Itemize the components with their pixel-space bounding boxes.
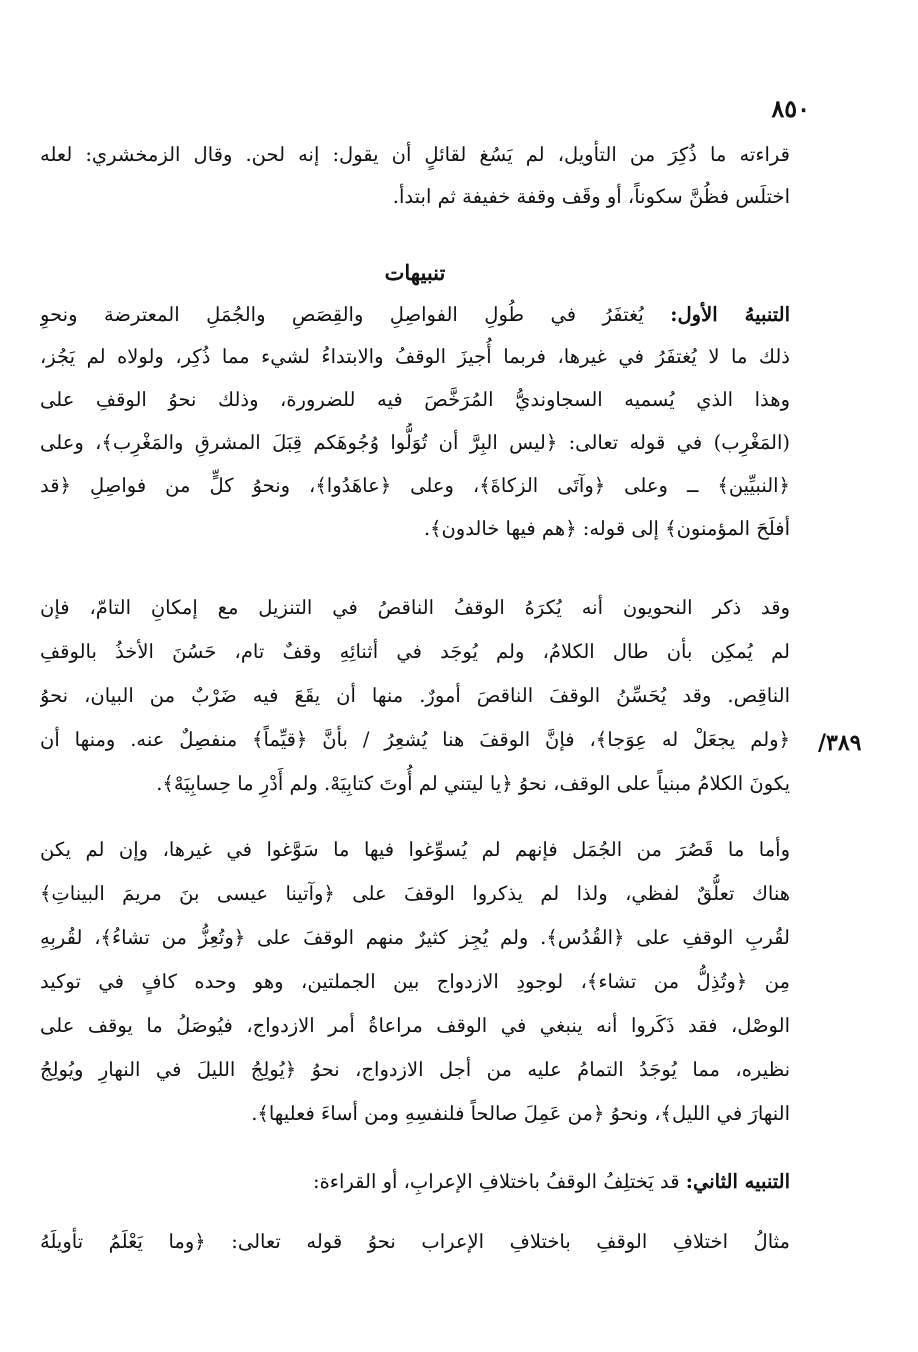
text-line — [40, 295, 790, 335]
text-line — [40, 1162, 790, 1202]
text-line: مِن ﴿وتُذِلُّ من تشاء﴾، لوجودِ الازدواج بين الجملتين، وهو وحده كافٍ في توكيد — [40, 970, 790, 993]
note-lead: التنبيه الثاني: — [685, 1170, 790, 1193]
text-line: النهارَ في الليل﴾، ونحوُ ﴿من عَمِلَ صالحاً فلنفسِهِ ومن أساءَ فعليها﴾. — [251, 1102, 790, 1125]
text-line: نظيره، مما يُوجَدُ التمامُ عليه من أجل الازدواج، نحوُ ﴿يُولِجُ الليلَ في النهارِ ويُولِجُ — [40, 1058, 790, 1081]
text-line: وأما ما قَصُرَ من الجُمَل فإنهم لم يُسوِّغوا فيها ما سَوَّغوا في غيرها، وإن لم يكن — [40, 838, 790, 861]
note-lead: التنبيهُ الأول: — [670, 303, 790, 326]
paragraph-6 — [40, 1222, 790, 1266]
text-line: (المَغْرِب) في قوله تعالى: ﴿ليس البِرَّ أن تُوَلُّوا وُجُوهَكم قِبَلَ المشرقِ والمَغْرِب﴾، وعلى — [40, 431, 790, 454]
paragraph-5 — [40, 1162, 790, 1206]
text-run: يُغتفَرُ في طُولِ الفواصِلِ والقِصَصِ والجُمَلِ المعترضة ونحوِ — [40, 303, 671, 326]
paragraph-1 — [40, 135, 790, 225]
text-line: قراءته ما ذُكِرَ من التأويل، لم يَسُغ لقائلٍ أن يقول: إنه لحن. وقال الزمخشري: لعله — [40, 143, 790, 166]
text-line: مثالُ اختلافِ الوقفِ باختلافِ الإعراب نحوُ قوله تعالى: ﴿وما يَعْلَمُ تأويلَهُ — [40, 1230, 790, 1253]
text-line: الناقِص. وقد يُحَسِّنُ الوقفَ الناقصَ أمورٌ. منها أن يقَعَ فيه ضَرْبٌ من البيان، نحوُ — [40, 684, 790, 707]
text-line: ﴿ولم يجعَلْ له عِوَجا﴾، فإنَّ الوقفَ هنا يُشعِرُ / بأنَّ ﴿قيِّماً﴾ منفصِلٌ عنه. ومنها أن — [40, 728, 790, 751]
paragraph-2 — [40, 295, 790, 575]
text-line: يكونَ الكلامُ مبنياً على الوقف، نحوُ ﴿يا ليتني لم أُوتَ كتابِيَهْ. ولم أَدْرِ ما حِسابِيَهْ﴾. — [156, 772, 790, 795]
text-line: هناك تعلُّقٌ لفظي، ولذا لم يذكروا الوقفَ على ﴿وآتينا عيسى بنَ مريمَ البيناتِ﴾ — [40, 882, 790, 905]
text-line: ذلك ما لا يُغتفَرُ في غيرها، فربما أُجيزَ الوقفُ والابتداءُ لشيء مما ذُكِر، ولولاه لم يَجُز، — [40, 345, 790, 368]
text-line: وقد ذكر النحويون أنه يُكرَهُ الوقفُ الناقصُ في التنزيل مع إمكانِ التامّ، فإن — [40, 596, 790, 619]
page-number: ٨٥٠ — [771, 94, 810, 123]
text-line: لم يُمكِن بأن طال الكلامُ، ولم يُوجَد في أثنائِهِ وقفٌ تام، حَسُنَ الأخذُ بالوقفِ — [40, 640, 790, 663]
text-line: الوصْل، فقد ذَكَروا أنه ينبغي في الوقف مراعاةُ أمر الازدواج، فيُوصَلُ ما يوقف على — [40, 1014, 790, 1037]
paragraph-3 — [40, 588, 790, 818]
text-line: لقُربِ الوقفِ على ﴿القُدُس﴾. ولم يُجِز كثيرٌ منهم الوقفَ على ﴿وتُعِزُّ من تشاءُ﴾، لقُربِهِ — [40, 926, 790, 949]
section-heading: تنبيهات — [384, 260, 446, 285]
text-line: أفلَحَ المؤمنون﴾ إلى قوله: ﴿هم فيها خالدون﴾. — [423, 517, 790, 540]
text-run: قد يَختلِفُ الوقفُ باختلافِ الإعرابِ، أو القراءة: — [313, 1170, 686, 1193]
margin-reference: ٣٨٩/ — [818, 730, 862, 756]
text-line: ﴿النبيِّين﴾ ــ وعلى ﴿وآتَى الزكاةَ﴾، وعلى ﴿عاهَدُوا﴾، ونحوُ كلٍّ من فواصِلِ ﴿قد — [40, 474, 790, 497]
text-line: وهذا الذي يُسميه السجاونديُّ المُرَخَّصَ فيه للضرورة، وذلك نحوُ الوقفِ على — [40, 388, 790, 411]
text-line: اختلَس فظُنَّ سكوناً، أو وقَف وقفة خفيفة ثم ابتدأ. — [392, 185, 790, 208]
paragraph-4 — [40, 830, 790, 1160]
